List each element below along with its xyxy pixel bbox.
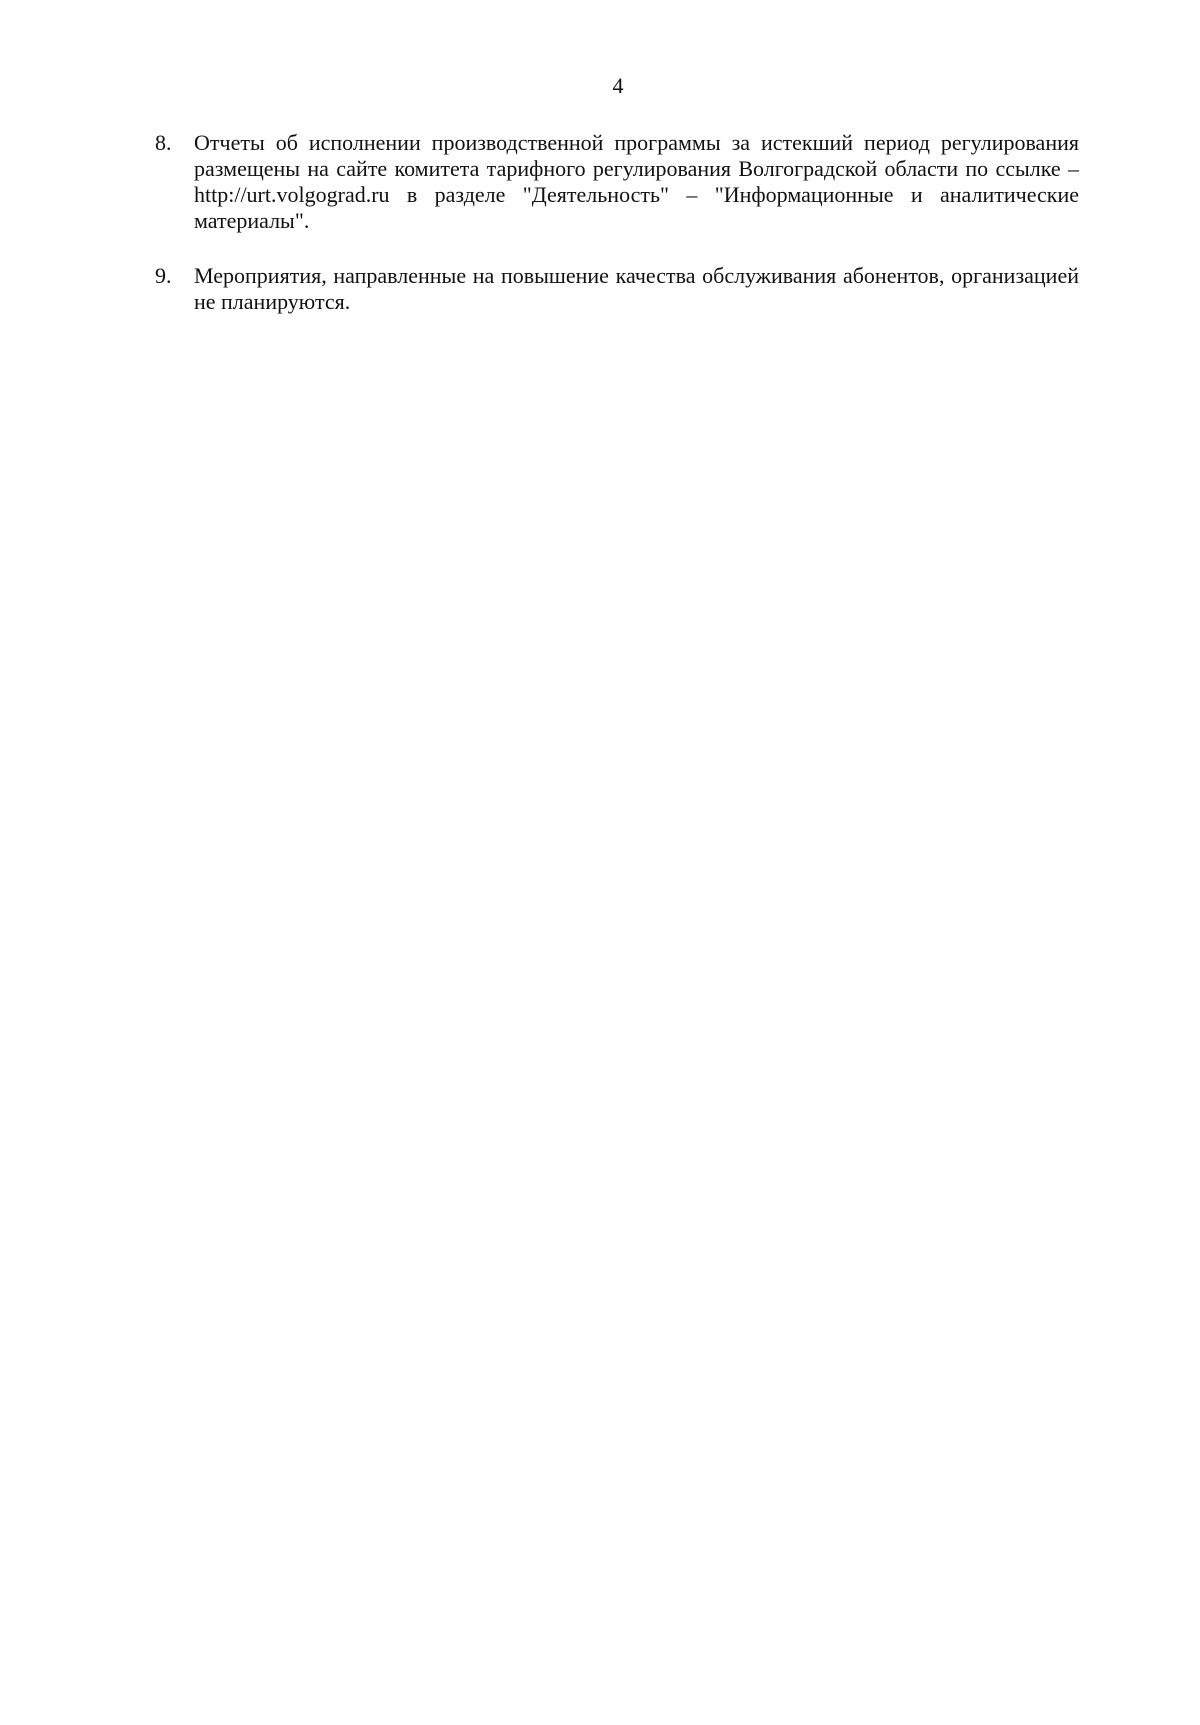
numbered-list <box>155 130 1079 344</box>
list-item <box>155 130 1079 234</box>
list-item <box>155 263 1079 315</box>
list-item-text: Мероприятия, направленные на повышение качества обслуживания абонентов, организацией не планируются. <box>194 263 1079 314</box>
list-item-number: 9. <box>155 263 172 288</box>
list-item-number: 8. <box>155 130 172 155</box>
page-number: 4 <box>612 73 624 98</box>
list-item-text: Отчеты об исполнении производственной программы за истекший период регулирования размещены на сайте комитета тарифного регулирования Волгоградской области по ссылке – http://urt.volgograd.ru в разделе "Деятельность" – "Информационные и аналитические материалы". <box>194 130 1079 233</box>
